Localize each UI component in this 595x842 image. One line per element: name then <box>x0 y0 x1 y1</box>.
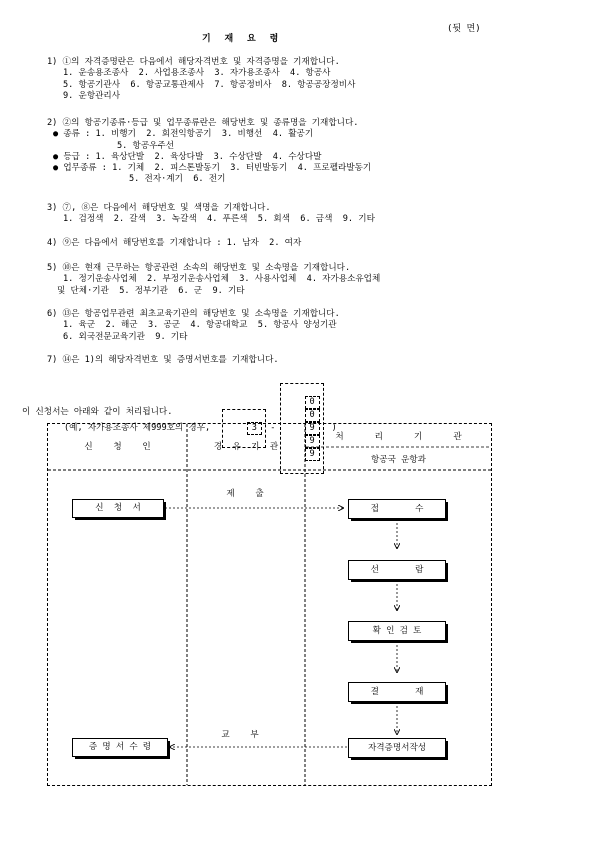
section-1-line: 5. 항공기관사 6. 항공교통관제사 7. 항공정비사 8. 항공공장정비사 <box>63 79 356 90</box>
step-receipt-box <box>348 499 446 519</box>
example-separator: - <box>270 423 276 433</box>
issue-label: 교 부 <box>221 730 259 740</box>
example-prefix: (예, 자가용조종사 제999호의 경우, <box>64 423 211 433</box>
step-label: 자격증명서작성 <box>367 742 427 753</box>
processor-department: 항공국 운항과 <box>371 455 426 465</box>
section-2-bullet-work: ● 업무종류 : 1. 기체 2. 피스톤발동기 3. 터빈발동기 4. 프로펠라발동기 <box>53 163 372 174</box>
section-3-heading: 3) ⑦, ⑧은 다음에서 해당번호 및 색명을 기재합니다. <box>47 203 271 213</box>
example-suffix: ) <box>331 423 337 433</box>
certificate-receipt-box <box>72 738 168 757</box>
section-6-heading: 6) ⑬은 항공업무관련 최초교육기관의 해당번호 및 소속명을 기재합니다. <box>47 309 340 319</box>
section-5-line: 및 단체·기관 5. 정부기관 6. 군 9. 기타 <box>57 285 245 296</box>
section-4-heading: 4) ⑨은 다음에서 해당번호를 기재합니다 : 1. 남자 2. 여자 <box>47 238 302 248</box>
section-7-heading: 7) ⑭은 1)의 해당자격번호 및 증명서번호를 기재합니다. <box>47 355 279 365</box>
section-1-heading: 1) ①의 자격증명란은 다음에서 해당자격번호 및 자격증명을 기재합니다. <box>47 57 340 67</box>
section-2-line: 5. 전자·계기 6. 전기 <box>129 174 226 185</box>
section-5-heading: 5) ⑩은 현재 근무하는 항공관련 소속의 해당번호 및 소속명을 기재합니다. <box>47 263 351 273</box>
certificate-receipt-label: 증 명 서 수 령 <box>88 742 152 752</box>
step-approval-box <box>348 682 446 702</box>
step-label: 확 인 검 토 <box>372 625 422 636</box>
section-6-line: 6. 외국전문교육기관 9. 기타 <box>63 331 188 342</box>
certificate-digit: 9 <box>305 448 320 461</box>
step-certificate-writing-box <box>348 738 446 758</box>
certificate-digit: 9 <box>305 422 320 435</box>
section-3-line: 1. 검정색 2. 갈색 3. 녹갈색 4. 푸른색 5. 회색 6. 금색 9. 기타 <box>63 214 375 225</box>
certificate-digit: 9 <box>305 435 320 448</box>
column-header-via: 경 유 기 관 <box>213 442 279 452</box>
section-2-bullet-type: ● 종류 : 1. 비행기 2. 회전익항공기 3. 비행선 4. 활공기 <box>53 129 314 140</box>
application-box <box>72 499 164 518</box>
certificate-digit: 0 <box>305 409 320 422</box>
step-review-box <box>348 560 446 580</box>
section-5-line: 1. 정기운송사업체 2. 부정기운송사업체 3. 사용사업체 4. 자가용소유업체 <box>63 274 381 285</box>
section-1-line: 9. 운항관리사 <box>63 90 121 101</box>
section-2-heading: 2) ②의 항공기종류·등급 및 업무종류란은 해당번호 및 종류명을 기재합니다. <box>47 118 359 128</box>
certificate-digit: 0 <box>305 396 320 409</box>
column-header-applicant: 신 청 인 <box>84 442 151 452</box>
license-code-digit: 3 <box>247 422 262 435</box>
step-verification-box <box>348 621 446 641</box>
section-2-bullet-grade: ● 등급 : 1. 육상단발 2. 육상다발 3. 수상단발 4. 수상다발 <box>53 151 322 162</box>
application-box-label: 신 청 서 <box>95 503 141 513</box>
section-2-line: 5. 항공우주선 <box>117 140 175 151</box>
page-side-label: (뒷 면) <box>447 24 481 34</box>
section-6-line: 1. 육군 2. 해군 3. 공군 4. 항공대학교 5. 항공사 양성기관 <box>63 320 337 331</box>
step-label: 접 수 <box>370 503 424 514</box>
step-label: 선 람 <box>370 564 424 575</box>
process-note: 이 신청서는 아래와 같이 처리됩니다. <box>22 407 173 417</box>
section-1-line: 1. 운송용조종사 2. 사업용조종사 3. 자가용조종사 4. 항공사 <box>63 68 331 79</box>
page-title: 기 재 요 령 <box>202 34 280 44</box>
submit-label: 제 출 <box>226 489 264 499</box>
column-header-processor: 처 리 기 관 <box>335 432 462 442</box>
step-label: 결 재 <box>370 686 424 697</box>
